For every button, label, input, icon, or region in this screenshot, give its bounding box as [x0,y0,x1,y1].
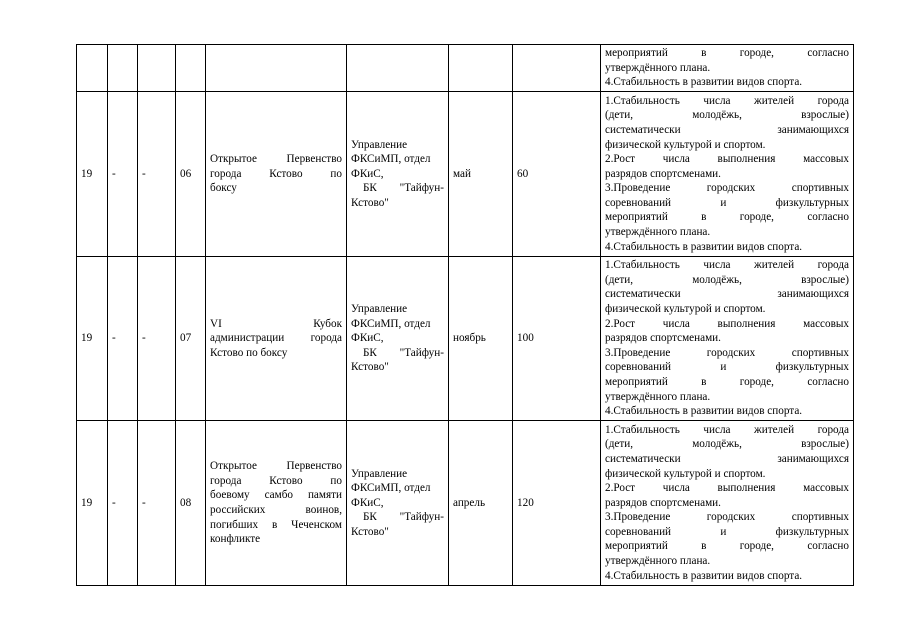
code-cell-1 [77,45,108,92]
organizer-line: Управление [351,138,408,151]
code-cell-1: 19 [77,257,108,421]
date-cell: ноябрь [449,257,513,421]
event-name-line: Кстово по боксу [210,346,288,359]
event-name-cell [206,421,347,586]
event-name-line: Открытое Первенство [210,460,342,473]
result-line: физической культурой и спортом. [605,467,766,480]
result-line: мероприятий в городе, согласно [605,211,849,224]
organizer-line: Управление [351,303,408,316]
organizer-line: БК "Тайфун- [363,182,444,195]
result-line: систематически занимающихся [605,452,849,465]
event-name-line: российских воинов, [210,504,342,516]
code-cell-1: 19 [77,92,108,257]
code-cell-3 [138,45,176,92]
result-line: утверждённого плана. [605,390,711,403]
event-name-line: конфликте [210,533,261,546]
code-cell-1: 19 [77,421,108,586]
code-cell-4: 08 [176,421,206,586]
result-line: мероприятий в городе, согласно [605,540,849,553]
result-line: систематически занимающихся [605,288,849,301]
event-name-line: погибших в Чеченском [210,518,342,531]
result-line: разрядов спортсменами. [605,167,721,180]
result-line: 2.Рост числа выполнения массовых [605,317,849,330]
result-line: физической культурой и спортом. [605,303,766,316]
event-name-cell [206,45,347,92]
result-line: 1.Стабильность числа жителей города [605,423,849,436]
event-name-line: боксу [210,182,237,195]
event-name-line: города Кстово по [210,167,342,180]
results-cell [601,257,854,421]
organizer-cell [347,92,449,257]
result-line: 4.Стабильность в развитии видов спорта. [605,405,803,418]
result-line: мероприятий в городе, согласно [605,47,849,60]
participants-cell: 100 [513,257,601,421]
date-cell: май [449,92,513,257]
code-cell-4: 06 [176,92,206,257]
organizer-line: ФКиС, [351,332,384,345]
participants-cell [513,45,601,92]
result-line: утверждённого плана. [605,226,711,239]
table-body [77,45,854,586]
result-line: 3.Проведение городских спортивных [605,511,849,524]
date-cell [449,45,513,92]
result-line: (дети, молодёжь, взрослые) [605,109,849,122]
organizer-line: ФКСиМП, отдел [351,153,431,166]
result-line: соревнований и физкультурных [605,361,849,374]
organizer-line: Кстово" [351,361,389,374]
organizer-line: БК "Тайфун- [363,346,444,359]
event-name-cell [206,257,347,421]
result-line: мероприятий в городе, согласно [605,375,849,388]
result-line: 1.Стабильность числа жителей города [605,259,849,272]
table-row [77,45,854,92]
code-cell-2: - [108,92,138,257]
participants-cell: 120 [513,421,601,586]
result-line: утверждённого плана. [605,61,711,74]
table-row [77,257,854,421]
result-line: соревнований и физкультурных [605,196,849,209]
result-line: 4.Стабильность в развитии видов спорта. [605,76,803,89]
organizer-cell [347,45,449,92]
code-cell-4: 07 [176,257,206,421]
table-row [77,421,854,586]
result-line: (дети, молодёжь, взрослые) [605,273,849,286]
event-name-cell [206,92,347,257]
organizer-line: Кстово" [351,196,389,209]
event-name-line: города Кстово по [210,474,342,487]
result-line: 3.Проведение городских спортивных [605,182,849,195]
code-cell-2: - [108,421,138,586]
results-cell [601,45,854,92]
result-line: 4.Стабильность в развитии видов спорта. [605,240,803,253]
participants-cell: 60 [513,92,601,257]
event-name-line: Открытое Первенство [210,153,342,166]
result-line: систематически занимающихся [605,123,849,136]
organizer-line: Управление [351,467,408,480]
code-cell-3: - [138,92,176,257]
organizer-line: ФКСиМП, отдел [351,317,431,330]
event-name-line: администрации города [210,332,342,345]
result-line: соревнований и физкультурных [605,525,849,538]
result-line: физической культурой и спортом. [605,138,766,151]
event-name-line: боевому самбо памяти [210,489,342,502]
events-table [76,44,854,586]
result-line: 4.Стабильность в развитии видов спорта. [605,569,803,582]
result-line: 2.Рост числа выполнения массовых [605,482,849,495]
organizer-line: ФКСиМП, отдел [351,482,431,495]
code-cell-2: - [108,257,138,421]
result-line: 1.Стабильность числа жителей города [605,94,849,107]
code-cell-3: - [138,257,176,421]
result-line: (дети, молодёжь, взрослые) [605,438,849,451]
organizer-cell [347,257,449,421]
event-name-line: VI Кубок [210,317,342,330]
result-line: утверждённого плана. [605,555,711,568]
table-row [77,92,854,257]
result-line: 3.Проведение городских спортивных [605,346,849,359]
results-cell [601,92,854,257]
code-cell-4 [176,45,206,92]
organizer-cell [347,421,449,586]
organizer-line: Кстово" [351,525,389,538]
results-cell [601,421,854,586]
organizer-line: ФКиС, [351,167,384,180]
result-line: разрядов спортсменами. [605,496,721,509]
result-line: 2.Рост числа выполнения массовых [605,153,849,166]
date-cell: апрель [449,421,513,586]
code-cell-3: - [138,421,176,586]
organizer-line: ФКиС, [351,496,384,509]
result-line: разрядов спортсменами. [605,332,721,345]
organizer-line: БК "Тайфун- [363,511,444,524]
code-cell-2 [108,45,138,92]
